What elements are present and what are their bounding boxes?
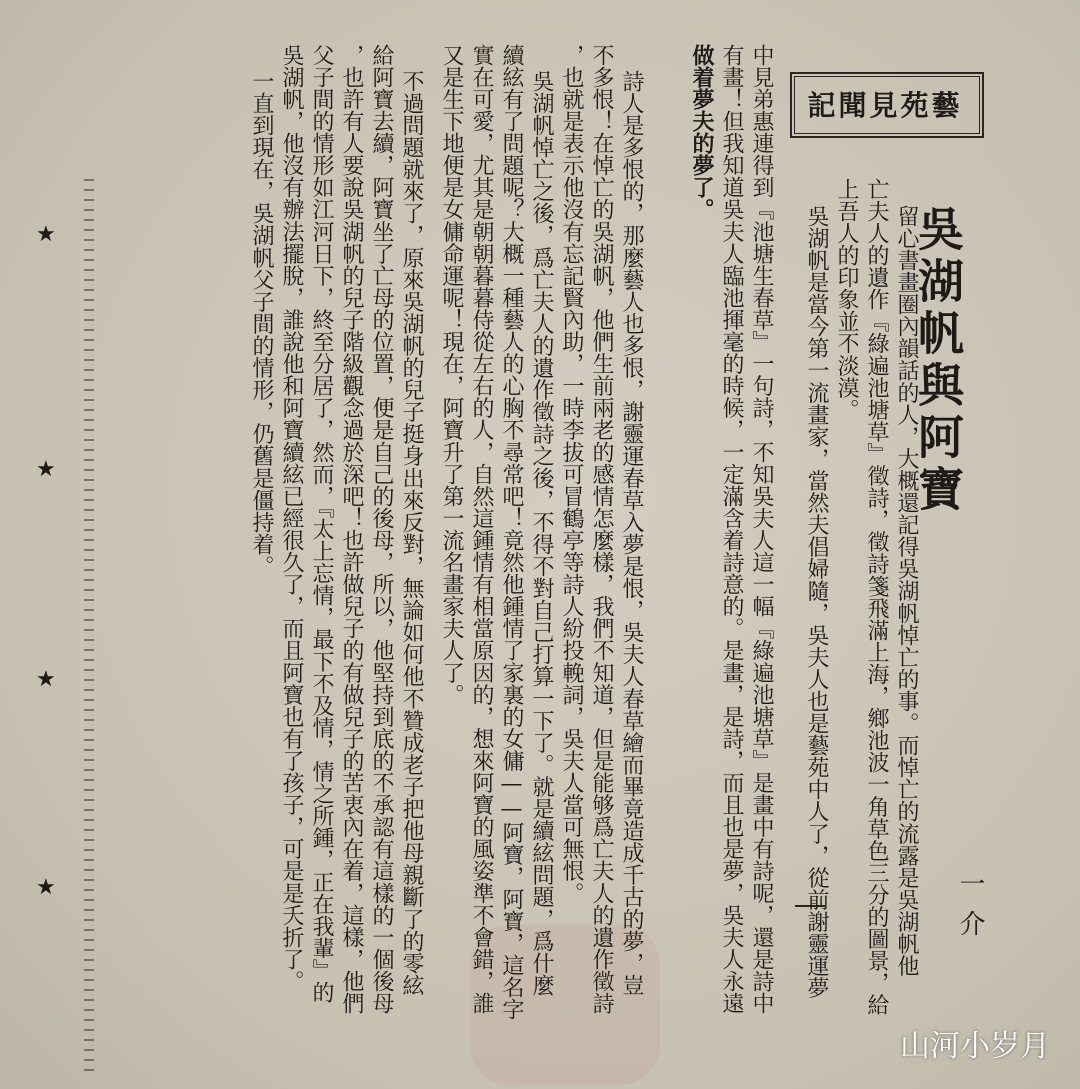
text-column: 不多恨！在悼亡的吳湖帆，他們生前兩老的感情怎麼樣，我們不知道，但是能够爲亡夫人的遺作徵詩 [589, 44, 614, 1015]
text-column: 吳湖帆，他沒有辦法擺脫，誰說他和阿寶續絃已經很久了，而且阿寶也有了孩子，可是是夭折了。 [279, 44, 304, 993]
text-column: 有畫！但我知道吳夫人臨池揮毫的時候，一定滿含着詩意的。是畫，是詩，而且也是夢，吳夫人永遠 [719, 44, 744, 1015]
wavy-divider-line [84, 175, 94, 1075]
text-column: 做着夢夫的夢了。 [689, 44, 715, 221]
star-ornament: ★ [36, 457, 56, 482]
text-column: 父子間的情形如江河日下，終至分居了，然而，『太上忘情，最下不及情，情之所鍾，正在我輩』的 [309, 44, 334, 1004]
column-header: 藝苑見聞記 [807, 89, 963, 122]
star-ornament: ★ [36, 222, 56, 247]
text-column: 不過問題就來了，原來吳湖帆的兒子挺身出來反對，無論如何他不贊成老子把他母親斷了的零絃 [399, 70, 424, 997]
text-column: 吳湖帆是當今第一流畫家，當然夫倡婦隨，吳夫人也是藝苑中人了，從前謝靈運夢 [804, 205, 829, 999]
text-column: ，也就是表示他沒有忘記賢內助，一時李拔可冒鶴亭等詩人紛投輓詞，吳夫人當可無恨。 [559, 44, 584, 904]
text-column: 給阿寶去續，阿寶坐了亡母的位置，便是自己的後母，所以，他堅持到底的不承認有這樣的一個後母 [369, 44, 394, 1015]
text-column: 實在可愛，尤其是朝朝暮暮侍從左右的人，自然這鍾情有相當原因的，想來阿寶的風姿準不會錯，誰 [469, 44, 494, 1015]
text-column: 吳湖帆悼亡之後，爲亡夫人的遺作徵詩之後，不得不對自己打算一下了。就是續絃問題，爲什麼 [529, 70, 554, 997]
text-column: ，也許有人要說吳湖帆的兒子階級觀念過於深吧！也許做兒子的有做兒子的苦衷內在着，這樣，他們 [339, 44, 364, 1015]
text-column: 留心書畫圈內韻話的人，大概還記得吳湖帆悼亡的事。而悼亡的流露是吳湖帆他 [894, 205, 919, 977]
text-column: 亡夫人的遺作『綠遍池塘草』徵詩，徵詩箋飛滿上海，鄉池波一角草色三分的圖景，給 [864, 178, 889, 1016]
star-ornament: ★ [36, 875, 56, 900]
text-column: 中見弟惠連得到『池塘生春草』一句詩，不知吳夫人這一幅『綠遍池塘草』是畫中有詩呢，還是詩中 [749, 44, 774, 1015]
text-column: 詩人是多恨的，那麼藝人也多恨，謝靈運春草入夢是恨，吳夫人春草繪而畢竟造成千古的夢，豈 [619, 70, 644, 997]
text-column: 一直到現在，吳湖帆父子間的情形，仍舊是僵持着。 [249, 70, 274, 578]
text-column: 又是生下地便是女傭命運呢！現在，阿寶升了第一流名畫家夫人了。 [439, 44, 464, 706]
article-author: 一介 [955, 870, 985, 950]
article-title: 吳湖帆與阿寶 [911, 205, 965, 517]
watermark-text: 山河小岁月 [900, 1029, 1050, 1064]
text-column: 上吾人的印象並不淡漠。 [834, 178, 859, 421]
star-ornament: ★ [36, 667, 56, 692]
text-column: 續絃有了問題呢？大概一種藝人的心胸不尋常吧！竟然他鍾情了家裏的女傭——阿寶，阿寶，這名字 [499, 44, 524, 1021]
